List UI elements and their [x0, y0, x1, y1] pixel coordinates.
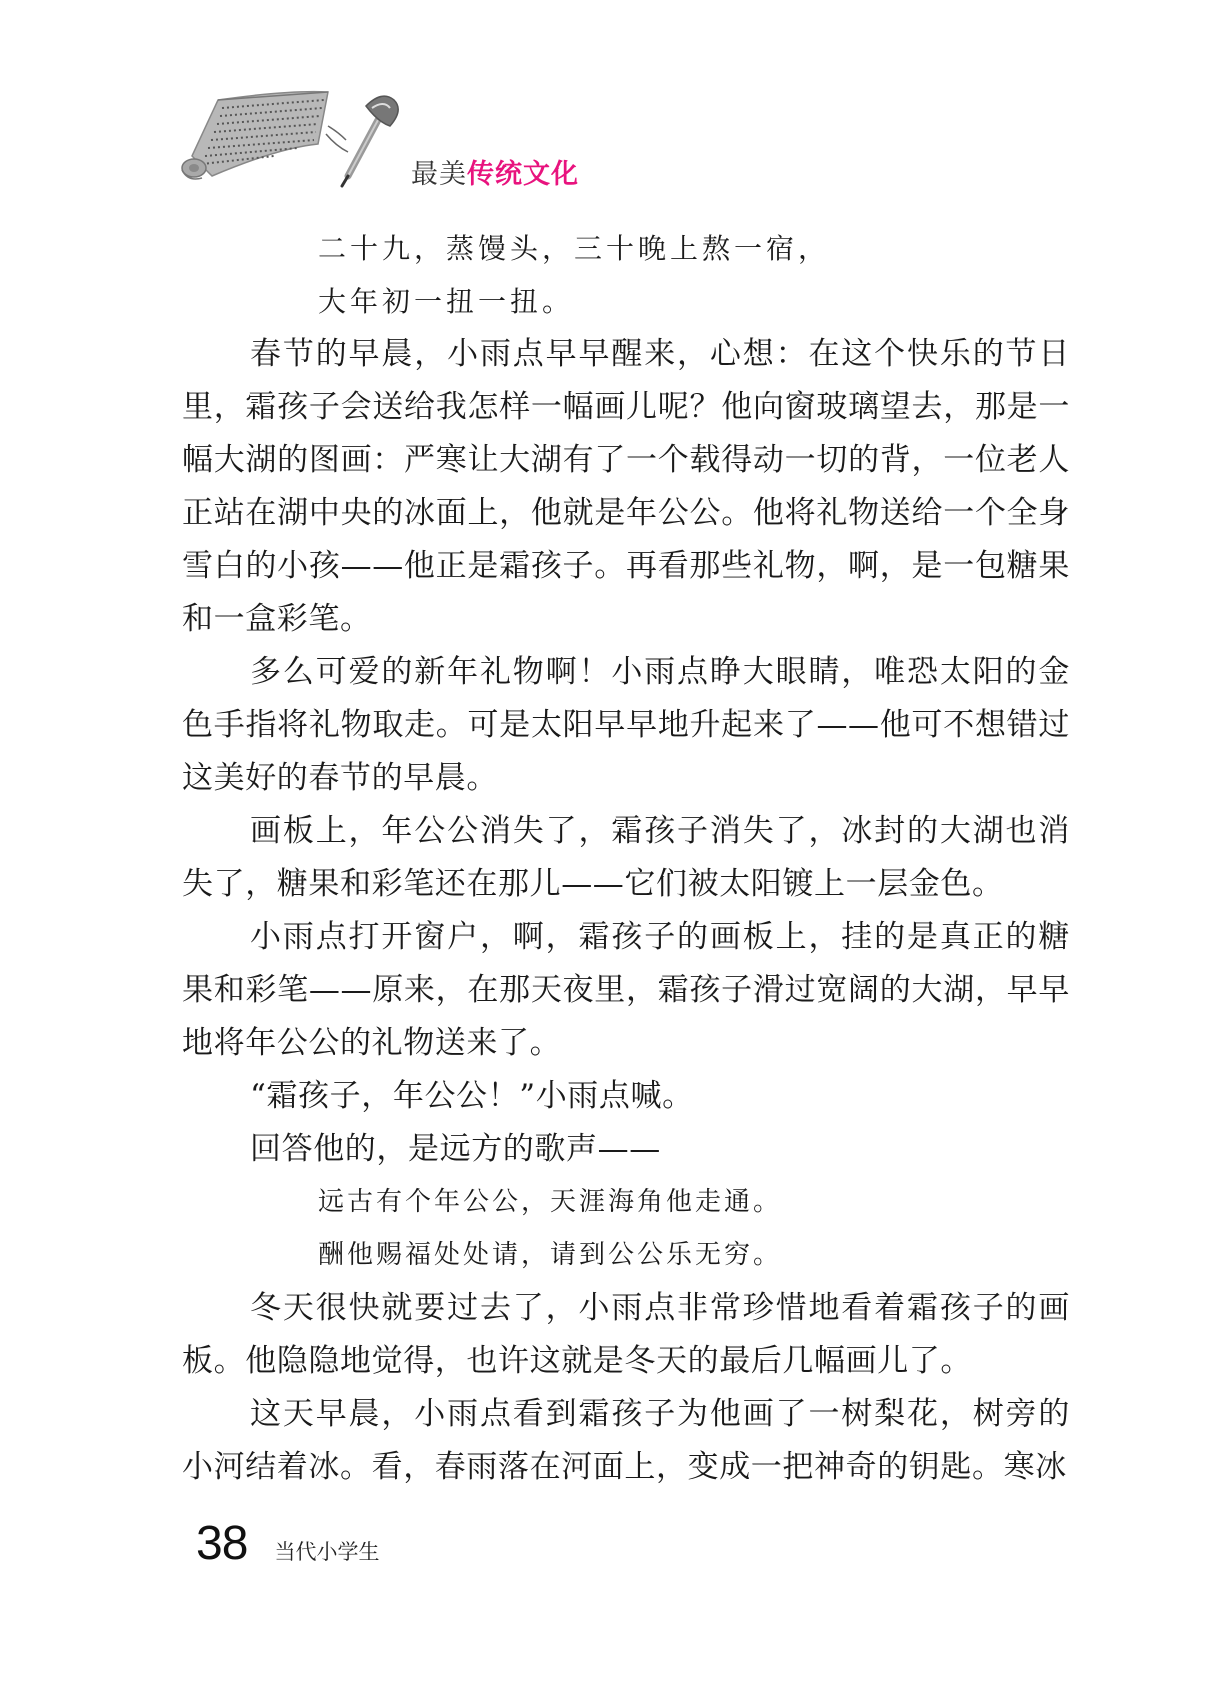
verse-line: 二十九，蒸馒头，三十晚上熬一宿， [318, 232, 831, 265]
paragraph: 画板上，年公公消失了，霜孩子消失了，冰封的大湖也消失了，糖果和彩笔还在那儿——它们被太阳镀上一层金色。 [182, 813, 1070, 902]
paragraph: “霜孩子，年公公！”小雨点喊。 [250, 1078, 694, 1114]
article-body [182, 222, 1070, 1494]
page-number: 38 [196, 1517, 248, 1570]
section-header [178, 86, 618, 196]
paragraph: 回答他的，是远方的歌声—— [250, 1131, 661, 1167]
paragraph: 冬天很快就要过去了，小雨点非常珍惜地看着霜孩子的画板。他隐隐地觉得，也许这就是冬天的最后几幅画儿了。 [182, 1290, 1070, 1379]
verse-line: 大年初一扭一扭。 [318, 285, 575, 318]
section-title [411, 152, 579, 191]
song-line: 酬他赐福处处请，请到公公乐无穷。 [318, 1240, 783, 1270]
paragraph: 春节的早晨，小雨点早早醒来，心想：在这个快乐的节日里，霜孩子会送给我怎样一幅画儿呢？他向窗玻璃望去，那是一幅大湖的图画：严寒让大湖有了一个载得动一切的背，一位老人正站在湖中央的冰面上，他就是年公公。他将礼物送给一个全身雪白的小孩——他正是霜孩子。再看那些礼物，啊，是一包糖果和一盒彩笔。 [182, 336, 1070, 637]
song-line: 远古有个年公公，天涯海角他走通。 [318, 1187, 783, 1217]
magazine-name: 当代小学生 [274, 1540, 380, 1564]
section-title-accent: 传统文化 [467, 159, 579, 190]
scroll-and-brush-icon [178, 86, 438, 196]
paragraph: 这天早晨，小雨点看到霜孩子为他画了一树梨花，树旁的小河结着冰。看，春雨落在河面上，变成一把神奇的钥匙。寒冰 [182, 1396, 1070, 1485]
paragraph: 多么可爱的新年礼物啊！小雨点睁大眼睛，唯恐太阳的金色手指将礼物取走。可是太阳早早地升起来了——他可不想错过这美好的春节的早晨。 [182, 654, 1070, 796]
section-title-prefix: 最美 [411, 159, 467, 190]
page-footer [196, 1516, 379, 1571]
paragraph: 小雨点打开窗户，啊，霜孩子的画板上，挂的是真正的糖果和彩笔——原来，在那天夜里，霜孩子滑过宽阔的大湖，早早地将年公公的礼物送来了。 [182, 919, 1070, 1061]
